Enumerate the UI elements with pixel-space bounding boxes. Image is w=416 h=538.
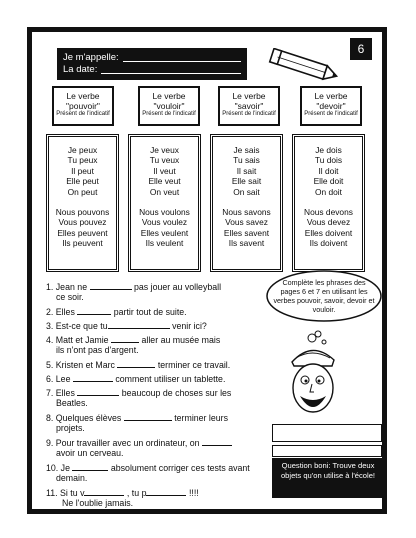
conjugation: Vous devez [306,217,351,228]
conjugation: Je peux [67,145,98,155]
verb-title: Le verbe [232,91,266,101]
bonus-answer-field-1[interactable] [272,424,382,442]
conjugation: Elles peuvent [57,227,108,238]
answer-blank[interactable] [77,387,119,396]
answer-blank[interactable] [108,320,170,329]
question-5: 5. Kristen et Marc terminer ce travail. [46,360,231,370]
conjugation: Nous savons [222,207,271,218]
conjugation: On veut [149,186,180,197]
conjugation: Vous savez [225,217,268,228]
question-8: 8. Quelques élèves terminer leurs [46,413,228,423]
question-4: 4. Matt et Jamie aller au musée mais [46,335,221,345]
bonus-question-box: Question boni: Trouve deux objets qu'on utilise à l'école! [272,458,384,498]
conjugation: On doit [314,186,342,197]
date-field[interactable] [101,65,241,74]
question-11-cont: Ne l'oublie jamais. [62,498,134,508]
instructions-text: Complète les phrases des pages 6 et 7 en utilisant les verbes pouvoir, savoir, devoir et vouloir. [273,278,375,314]
conjugation: Je dois [315,145,342,155]
conjugation: Nous voulons [139,207,190,218]
verb-name: "savoir" [234,101,264,111]
conjugation: Elle veut [148,176,181,187]
conjugation: Elle sait [231,176,262,187]
verb-tense: Présent de l'indicatif [304,111,358,117]
verb-title: Le verbe [66,91,100,101]
conjugation: Ils savent [228,238,265,249]
question-4-cont: ils n'ont pas d'argent. [56,345,139,355]
question-2: 2. Elles partir tout de suite. [46,307,187,317]
verb-title: Le verbe [314,91,348,101]
conjugation: Tu sais [233,155,260,166]
question-8-cont: projets. [56,423,85,433]
conjugation: Elle doit [313,176,344,187]
question-1-cont: ce soir. [56,292,84,302]
verb-tense: Présent de l'indicatif [222,111,276,117]
conjugation: Vous voulez [141,217,188,228]
answer-blank[interactable] [90,281,132,290]
conjugation: Nous devons [304,207,353,218]
conjugation: Je veux [150,145,179,155]
answer-blank[interactable] [111,334,139,343]
question-11: 11. Si tu v , tu p !!!! [46,488,199,498]
answer-blank[interactable] [77,306,111,315]
conjugation: Il sait [236,165,257,176]
conjugation-box-devoir [292,134,365,272]
conjugation: Il peut [71,165,94,176]
conjugation: Elle peut [66,176,99,187]
question-6: 6. Lee comment utiliser un tablette. [46,374,226,384]
conjugation: Nous pouvons [55,207,110,218]
question-3: 3. Est-ce que tu venir ici? [46,321,207,331]
verb-header-pouvoir [52,86,114,126]
worksheet-page [27,27,387,514]
question-9-cont: avoir un cerveau. [56,448,124,458]
conjugation: Elles doivent [304,227,353,238]
answer-blank[interactable] [202,437,232,446]
verb-tense: Présent de l'indicatif [142,111,196,117]
conjugation: Tu veux [149,155,180,166]
question-7: 7. Elles beaucoup de choses sur les [46,388,232,398]
conjugation: Tu peux [67,155,98,166]
bonus-answer-field-2[interactable] [272,445,382,457]
verb-name: "devoir" [316,101,346,111]
question-9: 9. Pour travailler avec un ordinateur, on [46,437,232,449]
conjugation: Elles veulent [140,227,189,238]
verb-title: Le verbe [152,91,186,101]
conjugation: Il veut [153,165,176,176]
verb-header-savoir [218,86,280,126]
conjugation-box-vouloir [128,134,201,272]
conjugation: Vous pouvez [58,217,107,228]
conjugation: Je sais [233,145,260,155]
conjugation-box-pouvoir [46,134,119,272]
answer-blank[interactable] [117,359,155,368]
answer-blank[interactable] [146,487,186,496]
name-field[interactable] [123,53,241,62]
pencil-icon [262,48,342,84]
student-cartoon-icon [282,332,346,422]
conjugation-box-savoir [210,134,283,272]
answer-blank[interactable] [84,487,124,496]
verb-name: "vouloir" [153,101,185,111]
question-1: 1. Jean ne pas jouer au volleyball [46,282,222,292]
conjugation: Il doit [318,165,339,176]
answer-blank[interactable] [72,462,108,471]
verb-header-vouloir [138,86,200,126]
conjugation: Elles savent [223,227,270,238]
conjugation: Ils doivent [309,238,348,249]
conjugation: Tu dois [314,155,343,166]
name-date-box [57,48,247,80]
question-10: 10. Je absolument corriger ces tests avant [46,463,250,473]
date-label: La date: [63,63,98,75]
question-10-cont: demain. [56,473,88,483]
page-number: 6 [350,38,372,60]
conjugation: On sait [233,186,260,197]
answer-blank[interactable] [124,412,172,421]
name-label: Je m'appelle: [63,51,119,63]
question-7-cont: Beatles. [56,398,88,408]
verb-tense: Présent de l'indicatif [56,111,110,117]
conjugation: Ils veulent [145,238,184,249]
answer-blank[interactable] [73,373,113,382]
conjugation: On peut [67,186,98,197]
verb-header-devoir [300,86,362,126]
verb-name: "pouvoir" [66,101,100,111]
conjugation: Ils peuvent [62,238,103,249]
